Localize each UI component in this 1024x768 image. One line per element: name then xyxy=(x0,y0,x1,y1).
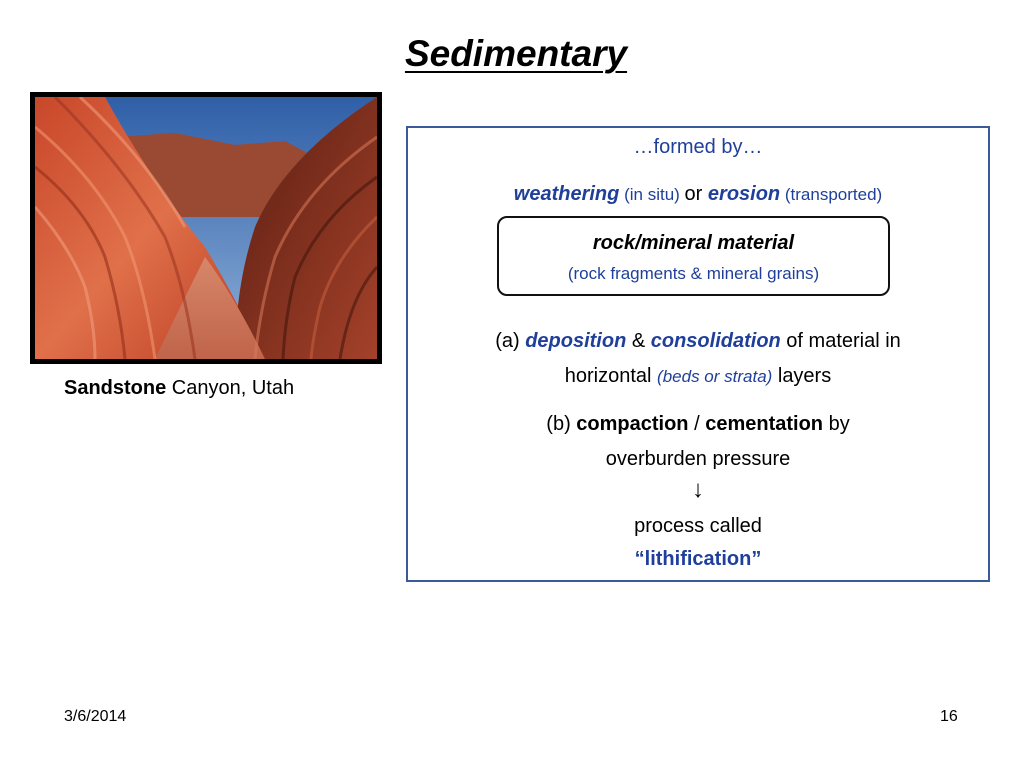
weathering-erosion-line xyxy=(408,183,988,206)
ampersand: & xyxy=(626,330,651,352)
overburden-line: overburden pressure xyxy=(605,448,791,470)
beds-note: (beds or strata) xyxy=(657,367,773,386)
by-word: by xyxy=(823,413,850,435)
footer-date: 3/6/2014 xyxy=(64,708,127,725)
caption-rock-type: Sandstone xyxy=(64,377,167,399)
formed-by-line: …formed by… xyxy=(633,136,763,158)
cementation-term: cementation xyxy=(705,413,824,435)
horizontal-line xyxy=(408,365,988,388)
sandstone-canyon-photo xyxy=(30,92,382,364)
deposition-rest: of material in xyxy=(780,330,901,352)
photo-caption xyxy=(64,377,294,400)
lithification-term: “lithification” xyxy=(634,548,762,570)
material-box xyxy=(497,216,890,296)
deposition-term: deposition xyxy=(525,330,627,352)
material-subtitle: (rock fragments & mineral grains) xyxy=(567,264,820,283)
transported-note: (transported) xyxy=(780,185,883,204)
layers-word: layers xyxy=(772,365,832,387)
weathering-term: weathering xyxy=(513,183,620,205)
step-b-label: (b) xyxy=(546,413,577,435)
in-situ-note: (in situ) xyxy=(619,185,685,204)
deposition-line xyxy=(408,330,988,353)
material-title: rock/mineral material xyxy=(592,232,795,254)
consolidation-term: consolidation xyxy=(650,330,781,352)
compaction-term: compaction xyxy=(576,413,689,435)
caption-location: Canyon, Utah xyxy=(166,377,295,399)
compaction-line xyxy=(408,413,988,436)
slash: / xyxy=(688,413,706,435)
horizontal-word: horizontal xyxy=(564,365,658,387)
canyon-image xyxy=(35,97,377,359)
step-a-label: (a) xyxy=(495,330,526,352)
process-called-line: process called xyxy=(634,515,762,537)
formation-panel xyxy=(406,126,990,582)
erosion-term: erosion xyxy=(707,183,781,205)
or-word: or xyxy=(684,183,703,205)
footer-page-number: 16 xyxy=(940,708,958,725)
slide-title: Sedimentary xyxy=(404,33,628,74)
down-arrow-icon: ↓ xyxy=(692,476,704,503)
